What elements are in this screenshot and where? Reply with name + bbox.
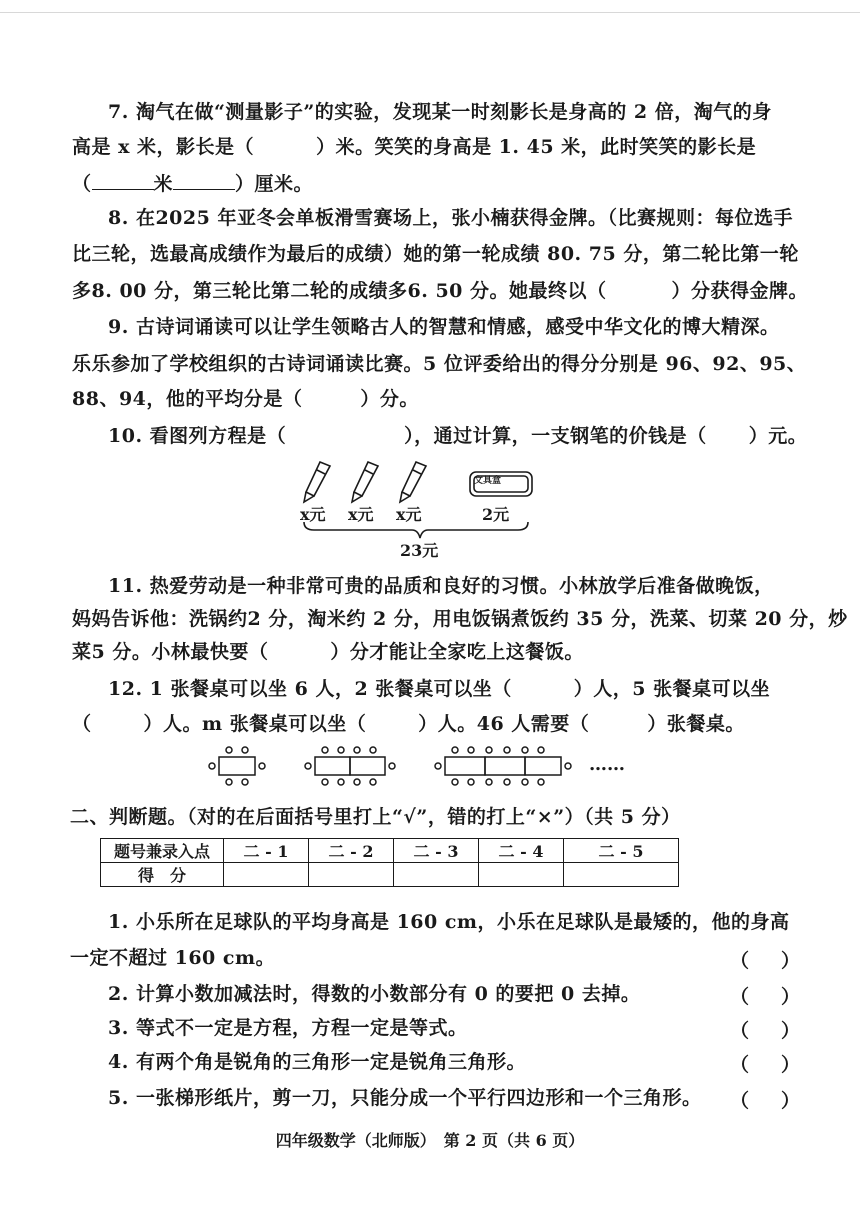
q7-line1: 7. 淘气在做“测量影子”的实验，发现某一时刻影长是身高的 2 倍，淘气的身	[108, 101, 772, 123]
q11-line1: 11. 热爱劳动是一种非常可贵的品质和良好的习惯。小林放学后准备做晚饭，	[108, 575, 774, 597]
answer-blank[interactable]	[92, 171, 154, 190]
score-cell[interactable]	[564, 863, 679, 887]
q11-line2: 妈妈告诉他：洗锅约2 分，淘米约 2 分，用电饭锅煮饭约 35 分，洗菜、切菜 20 分，炒	[72, 608, 848, 630]
score-table-header: 二 - 2	[309, 839, 394, 863]
score-cell[interactable]	[394, 863, 479, 887]
q10-line1: 10. 看图列方程是（ ），通过计算，一支钢笔的价钱是（ ）元。	[108, 425, 808, 447]
section2-heading: 二、判断题。（对的在后面括号里打上“√”，错的打上“×”）（共 5 分）	[70, 806, 681, 828]
pens-figure	[300, 456, 540, 566]
q11-line3: 菜5 分。小林最快要（ ）分才能让全家吃上这餐饭。	[72, 641, 584, 663]
score-table-header: 二 - 5	[564, 839, 679, 863]
q9-line2: 乐乐参加了学校组织的古诗词诵读比赛。5 位评委给出的得分分别是 96、92、95、	[72, 353, 807, 375]
pen-price-label: x元	[348, 505, 374, 524]
score-cell[interactable]	[309, 863, 394, 887]
judge-4: 4. 有两个角是锐角的三角形一定是锐角三角形。	[108, 1051, 526, 1073]
q8-line3: 多8. 00 分，第三轮比第二轮的成绩多6. 50 分。她最终以（ ）分获得金牌。	[72, 280, 809, 302]
pen-icon	[352, 462, 378, 502]
score-table-header: 二 - 4	[479, 839, 564, 863]
judge-1-line1: 1. 小乐所在足球队的平均身高是 160 cm，小乐在足球队是最矮的，他的身高	[108, 911, 790, 933]
q9-line3: 88、94，他的平均分是（ ）分。	[72, 388, 419, 410]
pen-icon	[304, 462, 330, 502]
judge-1-answer-paren[interactable]: （ ）	[730, 950, 800, 972]
page-footer: 四年级数学（北师版） 第 2 页（共 6 页）	[275, 1131, 585, 1150]
ellipsis: ……	[589, 754, 625, 775]
judge-4-answer-paren[interactable]: （ ）	[730, 1054, 800, 1076]
judge-2: 2. 计算小数加减法时，得数的小数部分有 0 的要把 0 去掉。	[108, 983, 641, 1005]
page-top-rule	[0, 12, 860, 13]
judge-3: 3. 等式不一定是方程，方程一定是等式。	[108, 1017, 468, 1039]
q8-line2: 比三轮，选最高成绩作为最后的成绩）她的第一轮成绩 80. 75 分，第二轮比第一轮	[72, 243, 799, 265]
pen-price-label: x元	[396, 505, 422, 524]
two-tables-icon	[305, 747, 395, 785]
judge-2-answer-paren[interactable]: （ ）	[730, 986, 800, 1008]
score-table-header: 二 - 1	[224, 839, 309, 863]
pen-icon	[400, 462, 426, 502]
q12-line1: 12. 1 张餐桌可以坐 6 人，2 张餐桌可以坐（ ）人，5 张餐桌可以坐	[108, 678, 771, 700]
pencil-box-price-label: 2元	[482, 505, 510, 524]
total-price-label: 23元	[400, 541, 439, 560]
q7-line2: 高是 x 米，影长是（ ）米。笑笑的身高是 1. 45 米，此时笑笑的影长是	[72, 136, 757, 158]
pen-price-label: x元	[300, 505, 326, 524]
q9-line1: 9. 古诗词诵读可以让学生领略古人的智慧和情感，感受中华文化的博大精深。	[108, 316, 780, 338]
three-tables-icon	[435, 747, 571, 785]
score-cell[interactable]	[479, 863, 564, 887]
answer-blank[interactable]	[173, 171, 235, 190]
judge-3-answer-paren[interactable]: （ ）	[730, 1020, 800, 1042]
judge-5: 5. 一张梯形纸片，剪一刀，只能分成一个平行四边形和一个三角形。	[108, 1087, 702, 1109]
score-cell[interactable]	[224, 863, 309, 887]
q7-line3: （ 米 ）厘米。	[72, 173, 314, 195]
q12-line2: （ ）人。m 张餐桌可以坐（ ）人。46 人需要（ ）张餐桌。	[72, 713, 745, 735]
pencil-box-text: 文具盒	[474, 476, 502, 486]
score-label: 得 分	[101, 863, 224, 887]
score-table-header: 二 - 3	[394, 839, 479, 863]
dining-tables-figure	[205, 742, 665, 792]
judge-1-line2: 一定不超过 160 cm。	[70, 947, 276, 969]
score-table-header: 题号兼录入点	[101, 839, 224, 863]
one-table-icon	[209, 747, 265, 785]
q8-line1: 8. 在2025 年亚冬会单板滑雪赛场上，张小楠获得金牌。（比赛规则：每位选手	[108, 207, 793, 229]
judge-5-answer-paren[interactable]: （ ）	[730, 1090, 800, 1112]
score-table	[100, 838, 679, 887]
